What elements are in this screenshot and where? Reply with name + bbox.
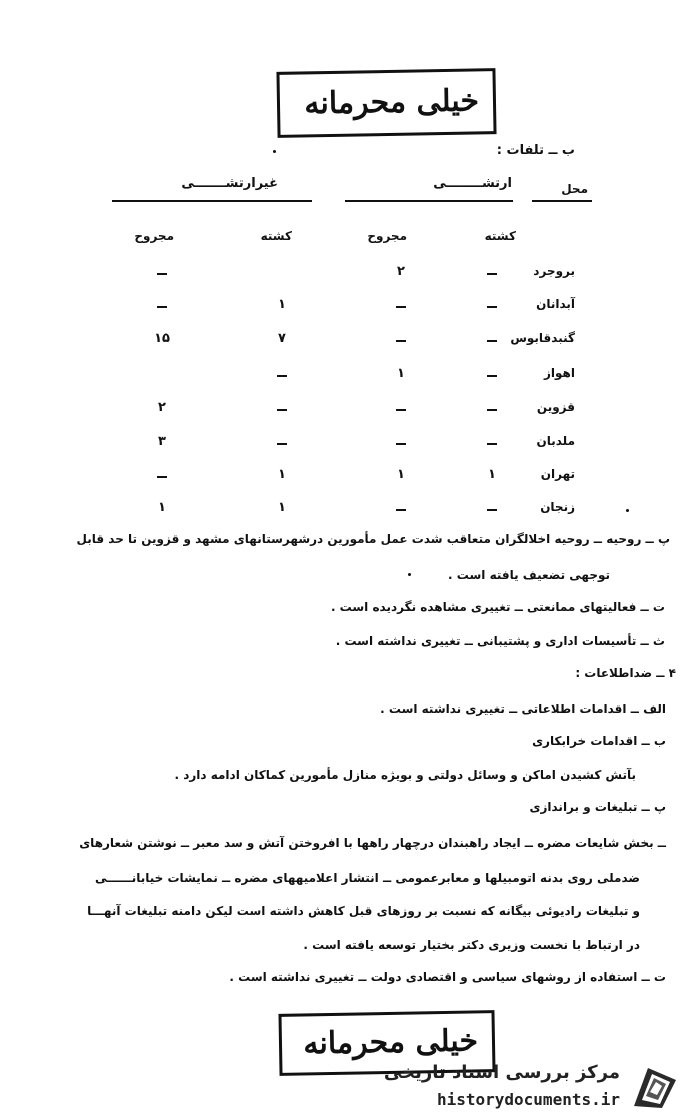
table-cell-dash	[396, 409, 406, 411]
table-row-place: قزوین	[536, 400, 575, 414]
table-cell-value: ۳	[158, 434, 166, 449]
table-row-place: زنجان	[540, 500, 575, 514]
table-cell-dash	[157, 306, 167, 308]
watermark-site: historydocuments.ir	[436, 1090, 620, 1109]
ink-dot	[273, 150, 276, 153]
table-cell-dash	[487, 443, 497, 445]
section-4-title: ۴ ــ ضداطلاعات :	[575, 666, 676, 680]
table-cell-dash	[396, 509, 406, 511]
table-cell-value: ۲	[397, 264, 405, 279]
table-cell-dash	[487, 306, 497, 308]
table-cell-dash	[396, 306, 406, 308]
para-p-morale-cont: توجهی تضعیف یافته است .	[448, 568, 610, 582]
table-row-place: بروجرد	[533, 264, 575, 278]
table-cell-dash	[277, 409, 287, 411]
table-row-place: گنبدقابوس	[510, 331, 575, 345]
table-cell-value: ۲	[158, 400, 166, 415]
subheader-army-wounded: مجروح	[367, 229, 407, 243]
table-row-place: آبدانان	[536, 297, 575, 311]
table-cell-dash	[277, 443, 287, 445]
table-cell-value: ۱	[488, 467, 496, 482]
para-p-propaganda: پ ــ تبلیغات و براندازی	[529, 800, 666, 814]
ink-dot	[626, 509, 629, 512]
header-army: ارتشــــــــی	[433, 176, 512, 191]
table-row-place: تهران	[540, 467, 575, 481]
archive-logo-icon	[628, 1062, 682, 1112]
table-cell-dash	[487, 340, 497, 342]
table-row-place: ملدبان	[536, 434, 575, 448]
table-cell-dash	[396, 443, 406, 445]
nonarmy-underline	[112, 200, 312, 202]
army-underline	[345, 200, 513, 202]
para-p-propaganda-line2: ضدملی روی بدنه اتومبیلها و معابرعمومی ــ انتشار اعلامیههای مضره ــ نمایشات خیابانــــــی	[95, 871, 640, 885]
classification-stamp-top: خیلی محرمانه	[276, 68, 496, 138]
header-nonarmy: غیرارتشـــــــی	[181, 176, 278, 191]
subheader-nonarmy-wounded: مجروح	[134, 229, 174, 243]
table-row-place: اهواز	[544, 366, 575, 380]
para-p-morale: پ ــ روحیه ــ روحیه اخلالگران متعاقب شدت عمل مأمورین درشهرستانهای مشهد و قزوین تا حد قابل	[76, 532, 670, 546]
para-t-policy: ت ــ استفاده از روشهای سیاسی و اقتصادی دولت ــ تغییری نداشته است .	[229, 970, 666, 984]
table-cell-dash	[396, 340, 406, 342]
section-b-title: ب ــ تلفات :	[496, 143, 575, 158]
para-p-propaganda-line4: در ارتباط با نخست وزیری دکتر بختیار توسعه یافته است .	[303, 938, 640, 952]
header-mahal: محل	[561, 182, 588, 196]
para-b-sabotage: ب ــ اقدامات خرابکاری	[532, 734, 666, 748]
table-cell-value: ۱	[158, 500, 166, 515]
table-cell-value: ۱۵	[154, 331, 170, 346]
table-cell-dash	[157, 273, 167, 275]
table-cell-dash	[487, 409, 497, 411]
para-p-propaganda-line3: و تبلیغات رادیوئی بیگانه که نسبت بر روزهای قبل کاهش داشته است لیکن دامنه تبلیغات آنهـــا	[87, 904, 640, 918]
table-cell-value: ۱	[278, 500, 286, 515]
watermark-title: مرکز بررسی اسناد تاریخی	[383, 1062, 620, 1083]
table-cell-dash	[277, 375, 287, 377]
table-cell-dash	[487, 509, 497, 511]
mahal-underline	[532, 200, 592, 202]
table-cell-dash	[157, 476, 167, 478]
classification-stamp-bottom: خیلی محرمانه	[278, 1010, 495, 1076]
table-cell-value: ۱	[397, 366, 405, 381]
table-cell-value: ۱	[397, 467, 405, 482]
table-cell-value: ۱	[278, 467, 286, 482]
para-th-facilities: ث ــ تأسیسات اداری و پشتیبانی ــ تغییری نداشته است .	[335, 634, 665, 648]
para-alef: الف ــ اقدامات اطلاعاتی ــ تغییری نداشته است .	[380, 702, 666, 716]
para-b-sabotage-text: بآتش کشیدن اماکن و وسائل دولتی و بویژه منازل مأمورین کماکان ادامه دارد .	[174, 768, 636, 782]
subheader-nonarmy-killed: کشته	[260, 229, 292, 243]
ink-dot	[408, 573, 411, 576]
table-cell-value: ۷	[278, 331, 286, 346]
table-cell-value: ۱	[278, 297, 286, 312]
subheader-army-killed: کشته	[484, 229, 516, 243]
table-cell-dash	[487, 375, 497, 377]
para-p-propaganda-line1: ــ بخش شایعات مضره ــ ایجاد راهبندان درچهار راهها با افروختن آتش و سد معبر ــ نوشتن شعارهای	[79, 836, 666, 850]
table-cell-dash	[487, 273, 497, 275]
para-t-activities: ت ــ فعالیتهای ممانعتی ــ تغییری مشاهده نگردیده است .	[330, 600, 665, 614]
